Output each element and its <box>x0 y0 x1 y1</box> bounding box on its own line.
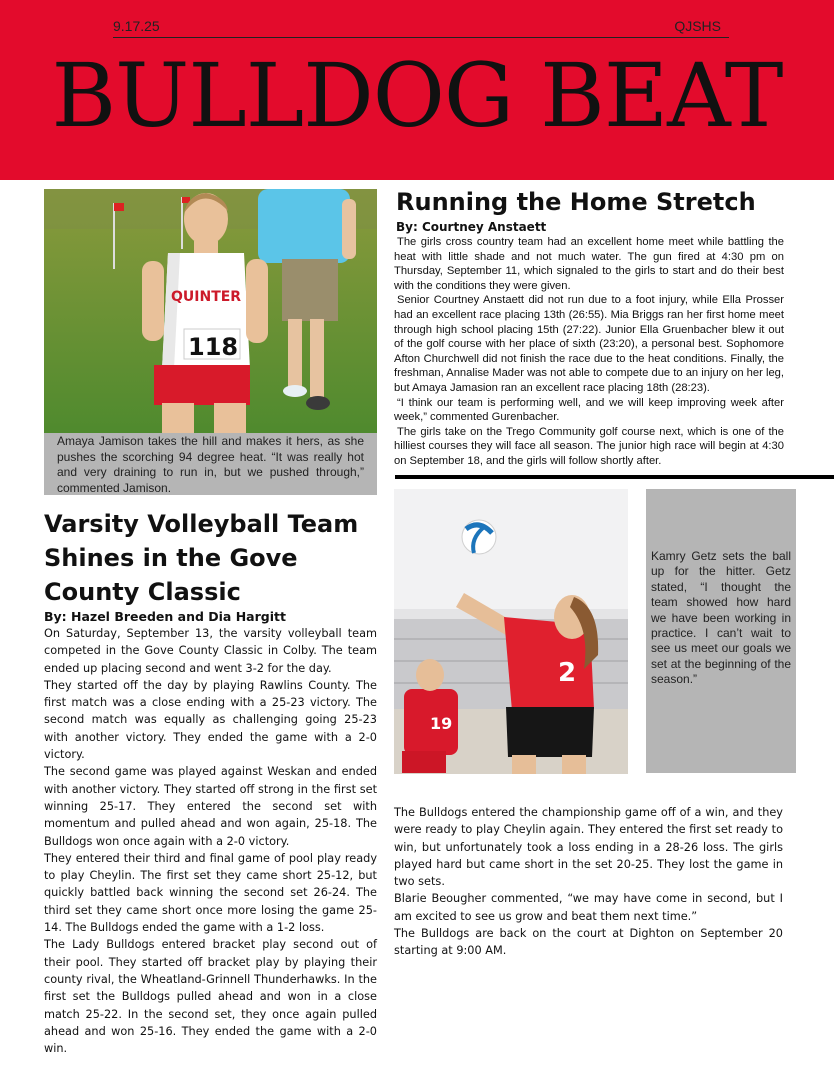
volleyball-paragraph: Blarie Beougher commented, “we may have come in second, but I am excited to see us grow and beat them next time.” <box>394 892 783 923</box>
volleyball-photo <box>394 489 628 774</box>
volleyball-headline: Varsity Volleyball Team Shines in the Gove County Classic <box>44 510 359 606</box>
background-jersey-number: 19 <box>430 714 453 733</box>
volleyball-paragraph: The Bulldogs are back on the court at Dighton on September 20 starting at 9:00 AM. <box>394 927 783 958</box>
volleyball-paragraph: On Saturday, September 13, the varsity volleyball team competed in the Gove County Classic in Colby. The team ended up placing second and went 3-2 for the day. <box>44 627 377 675</box>
article-body <box>394 235 784 469</box>
volleyball-paragraph: The Lady Bulldogs entered bracket play second out of their pool. They started off bracket play by playing their county rival, the Wheatland-Grinnell Thunderhawks. In the first set the Bulldogs pulled ahead and won in a close match 25-22. In the second set, they once again pulled ahead and won 25-16. They ended the game with a 2-0 win. <box>44 938 377 1056</box>
volleyball-paragraph: The Bulldogs entered the championship game off of a win, and they were ready to play Cheylin again. They entered the first set ready to win, but unfortunately took a loss ending in a 28-26 loss. The girls played hard but came short in the set 20-25. They lost the game in two sets. <box>394 806 783 889</box>
newspaper-title: BULLDOG BEAT <box>51 44 783 147</box>
volleyball-paragraph: They started off the day by playing Rawlins County. The first match was a close ending with a 25-23 victory. The second match was equally as challenging going 25-23 with another victory. They ended the game with a 2-0 victory. <box>44 678 377 762</box>
bib-school-text: QUINTER <box>171 289 242 305</box>
article-headline: Running the Home Stretch <box>396 188 756 216</box>
volleyball-body-continued <box>394 804 783 960</box>
article-paragraph: The girls cross country team had an excellent home meet while battling the heat with little shade and not much water. The gun fired at 4:30 pm on Thursday, September 11, which signaled to the girls to start and do their best with the conditions they were given. <box>394 236 784 292</box>
main-jersey-number: 2 <box>558 658 577 688</box>
cross-country-caption: Amaya Jamison takes the hill and makes it hers, as she pushes the scorching 94 degree heat. “It was really hot and very draining to run in, but we pushed through,” commented Jamison. <box>57 434 364 495</box>
volleyball-byline: By: Hazel Breeden and Dia Hargitt <box>44 609 286 624</box>
volleyball-paragraph: The second game was played against Weskan and ended with another victory. They started off strong in the first set winning 25-17. They entered the second set with momentum and pulled ahead and won again, 25-18. The Bulldogs won once again with a 2-0 victory. <box>44 765 377 848</box>
school-name: QJSHS <box>674 18 721 34</box>
masthead-banner <box>0 0 834 180</box>
article-paragraph: “I think our team is performing well, and we will keep improving week after week,” commented Gurenbacher. <box>394 396 784 424</box>
section-divider <box>395 475 834 479</box>
volleyball-caption: Kamry Getz sets the ball up for the hitter. Getz stated, “I thought the team showed how hard we have been working in practice. I can’t wait to see us meet our goals we set at the beginning of the season.” <box>651 549 791 687</box>
volleyball-paragraph: They entered their third and final game of pool play ready to play Cheylin. The first set they came short 25-12, but quickly battled back winning the second set 26-24. The third set they came short once more losing the game 25-14. The Bulldogs ended the game with a 1-2 loss. <box>44 851 377 935</box>
article-paragraph: Senior Courtney Anstaett did not run due to a foot injury, while Ella Prosser had an excellent race placing 13th (26:55). Mia Briggs ran her first home meet through high school placing 15th (27:22). Junior Ella Gruenbacher blew it out of the golf course with her place of sixth (23:20), a personal best. Sophomore Afton Churchwell did not finish the race due to the heat conditions. Finally, the freshman, Annalise Mader was not able to compete due to an injury on her leg, but Amaya Jamasion ran an excellent race placing 18th (28:23). <box>394 294 784 394</box>
bib-number-text: 118 <box>188 333 239 361</box>
article-byline: By: Courtney Anstaett <box>396 220 547 234</box>
article-paragraph: The girls take on the Trego Community golf course next, which is one of the hilliest courses they will face all season. The junior high race will begin at 4:30 on September 18, and the girls will follow shortly after. <box>394 425 784 467</box>
cross-country-photo <box>44 189 377 433</box>
issue-date: 9.17.25 <box>113 18 160 34</box>
volleyball-body <box>44 625 377 1057</box>
header-rule <box>113 37 729 38</box>
